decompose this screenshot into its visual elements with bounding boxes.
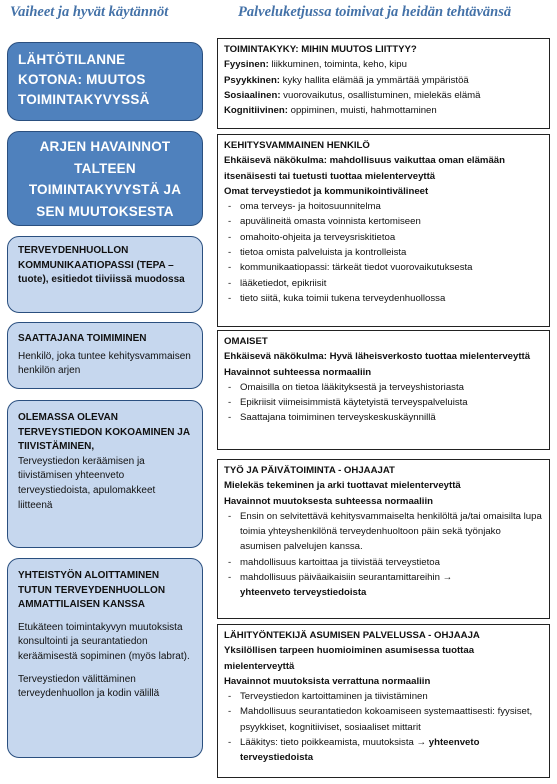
actor-box-housing-services-worker (217, 624, 550, 778)
box-title: TOIMINTAKYKY: MIHIN MUUTOS LIITTYY? (224, 44, 417, 55)
list-item: - Omaisilla on tietoa lääkityksestä ja terveyshistoriasta (224, 380, 543, 395)
phase-box-communication-passport (7, 236, 203, 313)
capacity-row-social: Sosiaalinen: vuorovaikutus, osallistuminen, mielekäs elämä (224, 89, 481, 101)
box-title: OMAISET (224, 336, 268, 347)
phase-box-health-data-compilation (7, 400, 203, 548)
actor-box-relatives (217, 330, 550, 450)
box-subtitle-2: Havainnot muutoksista verrattuna normaaliin (224, 675, 431, 687)
list-item: - oma terveys- ja hoitosuunnitelma (224, 199, 543, 214)
list-item: - Epikriisit viimeisimmistä käytetyistä terveyspalveluista (224, 395, 543, 410)
capacity-row-psychological: Psyykkinen: kyky hallita elämää ja ymmärtää ympäristöä (224, 74, 469, 86)
box-subtitle-2: Omat terveystiedot ja kommunikointivälineet (224, 185, 429, 197)
phase-title: LÄHTÖTILANNE KOTONA: MUUTOS TOIMINTAKYVYSSÄ (18, 52, 150, 107)
list-item: - lääketiedot, epikriisit (224, 276, 543, 291)
phase-title: YHTEISTYÖN ALOITTAMINEN TUTUN TERVEYDENHUOLLON AMMATTILAISEN KANSSA (18, 570, 166, 611)
list-item: - omahoito-ohjeita ja terveysriskitietoa (224, 230, 543, 245)
list-item: - Terveystiedon kartoittaminen ja tiivistäminen (224, 689, 543, 704)
box-subtitle: Mielekäs tekeminen ja arki tuottavat mielenterveyttä (224, 480, 461, 492)
box-subtitle-2: Havainnot suhteessa normaaliin (224, 366, 372, 378)
box-subtitle: Ehkäisevä näkökulma: mahdollisuus vaikuttaa oman elämään itsenäisesti tai tuetusti tuottaa mielenterveyttä (224, 155, 505, 182)
box-subtitle: Ehkäisevä näkökulma: Hyvä läheisverkosto tuottaa mielenterveyttä (224, 351, 531, 363)
list-item: - apuvälineitä omasta voinnista kertomiseen (224, 214, 543, 229)
box-subtitle-2: Havainnot muutoksesta suhteessa normaaliin (224, 495, 433, 507)
task-list (224, 199, 543, 306)
list-item: - Ensin on selvitettävä kehitysvammaiselta henkilöltä ja/tai omaisilta lupa toimia yhteyshenkilönä terveydenhuoltoon päin sekä työnjako asumisen palvelujen kanssa. (224, 509, 543, 555)
phase-description-2: Terveystiedon välittäminen terveydenhuollon ja kodin välillä (18, 673, 160, 700)
list-item: - Mahdollisuus seurantatiedon kokoamiseen systemaattisesti: fyysiset, psyykkiset, kognitiiviset, sosiaaliset mittarit (224, 704, 543, 735)
phase-title: SAATTAJANA TOIMIMINEN (18, 333, 147, 344)
box-subtitle: Yksilöllisen tarpeen huomioiminen asumisessa tuottaa mielenterveyttä (224, 645, 475, 672)
phase-description: Terveystiedon keräämisen ja tiivistämisen yhteenveto terveystiedoista, apulomakkeet liitteenä (18, 455, 156, 511)
task-list (224, 380, 543, 426)
box-title: TYÖ JA PÄIVÄTOIMINTA - OHJAAJAT (224, 465, 395, 476)
box-title: KEHITYSVAMMAINEN HENKILÖ (224, 140, 370, 151)
actor-box-work-and-day-activities (217, 459, 550, 619)
right-column-header: Palveluketjussa toimivat ja heidän tehtävänsä (238, 4, 512, 20)
list-item: - Lääkitys: tieto poikkeamista, muutoksista → yhteenveto terveystiedoista (224, 735, 543, 766)
phase-box-daily-observations (7, 131, 203, 226)
phase-title: TERVEYDENHUOLLON KOMMUNIKAATIOPASSI (TEPA – tuote), esitiedot tiiviissä muodossa (18, 245, 185, 286)
list-item: - tieto siitä, kuka toimii tukena terveydenhuollossa (224, 291, 543, 306)
phase-title: ARJEN HAVAINNOT TALTEEN TOIMINTAKYVYSTÄ JA SEN MUUTOKSESTA (28, 139, 182, 219)
task-list (224, 509, 543, 601)
phase-description: Henkilö, joka tuntee kehitysvammaisen henkilön arjen (18, 350, 191, 377)
phase-box-starting-situation (7, 42, 203, 121)
capacity-row-physical: Fyysinen: liikkuminen, toiminta, keho, kipu (224, 59, 407, 71)
capacity-row-cognitive: Kognitiivinen: oppiminen, muisti, hahmottaminen (224, 105, 437, 117)
actor-box-person-with-disability (217, 134, 550, 327)
arrow-right-icon: → (442, 572, 453, 584)
list-item: - kommunikaatiopassi: tärkeät tiedot vuorovaikutuksesta (224, 260, 543, 275)
phase-box-cooperation (7, 558, 203, 758)
task-list (224, 689, 543, 765)
phase-description: Etukäteen toimintakyvyn muutoksista konsultointi ja seurantatiedon keräämisestä sopiminen (myös labrat). (18, 621, 190, 662)
list-item: - Saattajana toimiminen terveyskeskuskäynnillä (224, 410, 543, 425)
phase-title: OLEMASSA OLEVAN TERVEYSTIEDON KOKOAMINEN JA TIIVISTÄMINEN, (18, 412, 190, 453)
box-title: LÄHITYÖNTEKIJÄ ASUMISEN PALVELUSSA - OHJAAJA (224, 630, 480, 641)
phase-box-escort (7, 322, 203, 389)
list-item: - mahdollisuus päiväaikaisiin seurantamittareihin → yhteenveto terveystiedoista (224, 570, 543, 601)
actor-box-functional-capacity (217, 38, 550, 129)
left-column-header: Vaiheet ja hyvät käytännöt (10, 4, 169, 20)
list-item: - mahdollisuus kartoittaa ja tiivistää terveystietoa (224, 555, 543, 570)
arrow-right-icon: → (416, 737, 427, 749)
list-item: - tietoa omista palveluista ja kontrolleista (224, 245, 543, 260)
